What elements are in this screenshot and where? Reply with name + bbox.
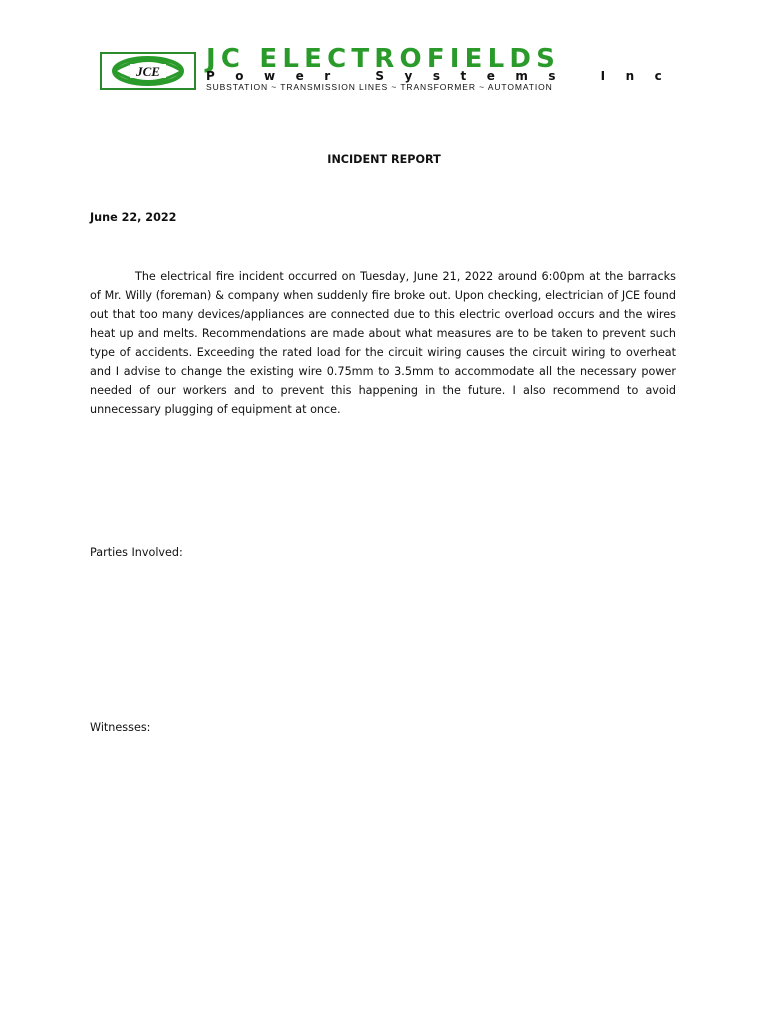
logo-text: JCE	[136, 64, 160, 79]
company-subtitle: Power Systems Inc	[206, 69, 683, 83]
parties-involved-label: Parties Involved:	[90, 546, 183, 559]
company-services: SUBSTATION ~ TRANSMISSION LINES ~ TRANSFORMER ~ AUTOMATION	[206, 82, 553, 92]
company-name: JC ELECTROFIELDS	[206, 44, 561, 74]
letterhead	[100, 44, 683, 94]
report-title: INCIDENT REPORT	[327, 153, 441, 166]
company-logo	[100, 52, 196, 90]
witnesses-label: Witnesses:	[90, 721, 151, 734]
report-date: June 22, 2022	[90, 211, 177, 224]
jce-logo-icon	[102, 54, 194, 88]
report-body: The electrical fire incident occurred on Tuesday, June 21, 2022 around 6:00pm at the barracks of Mr. Willy (foreman) & company when suddenly fire broke out. Upon checking, electrician of JCE found out that too many devices/appliances are connected due to this electric overload occurs and the wires heat up and melts. Recommendations are made about what measures are to be taken to prevent such type of accidents. Exceeding the rated load for the circuit wiring causes the circuit wiring to overheat and I advise to change the existing wire 0.75mm to 3.5mm to accommodate all the necessary power needed of our workers and to prevent this happening in the future. I also recommend to avoid unnecessary plugging of equipment at once.	[90, 270, 676, 416]
